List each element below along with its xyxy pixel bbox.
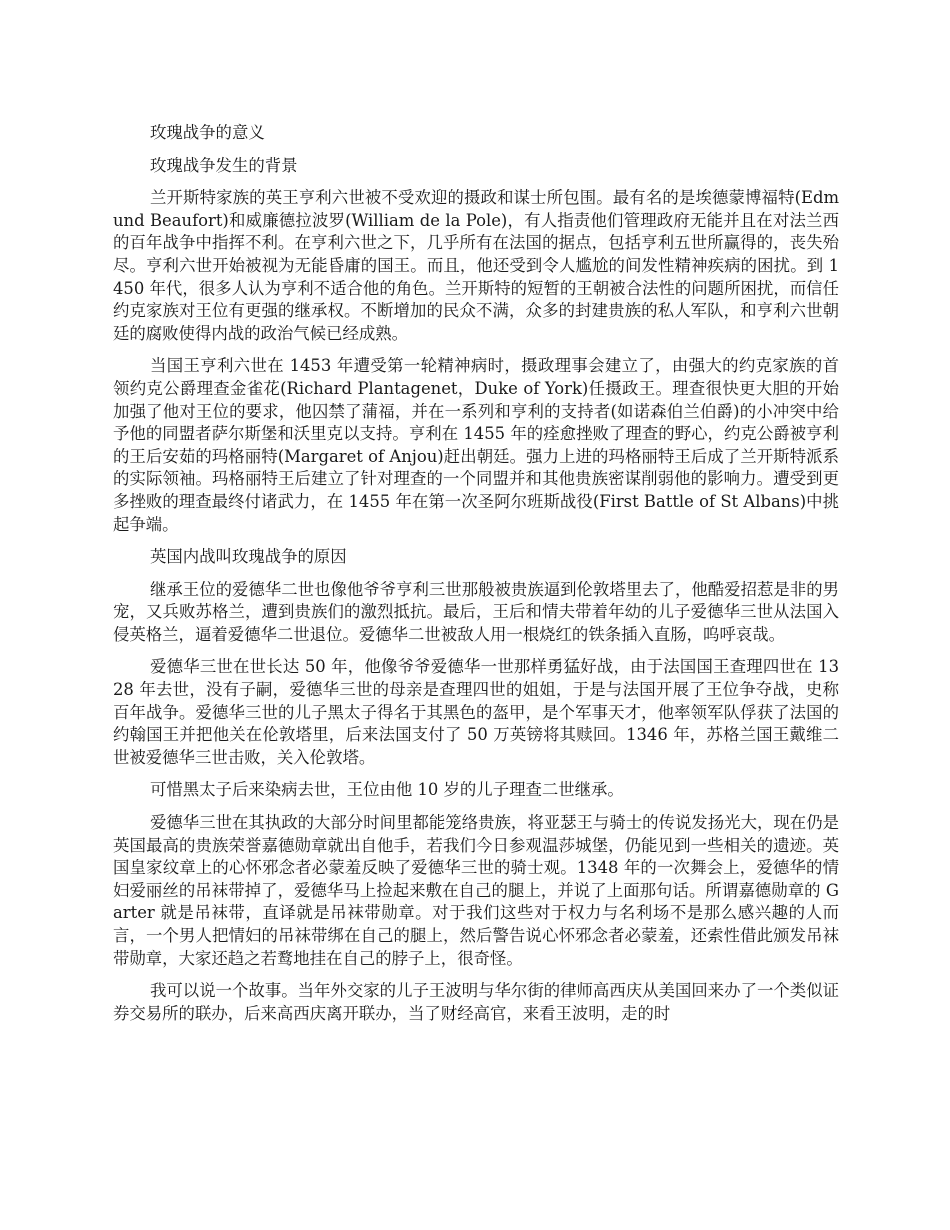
paragraph: 当国王亨利六世在 1453 年遭受第一轮精神病时，摄政理事会建立了，由强大的约克家族的首领约克公爵理查金雀花(Richard Plantagenet，Duke of York)任摄政王。理查很快更大胆的开始加强了他对王位的要求，他囚禁了蒲福，并在一系列和亨利的支持者(如诺森伯兰伯爵)的小冲突中给予他的同盟者萨尔斯堡和沃里克以支持。亨利在 1455 年的痊愈挫败了理查的野心，约克公爵被亨利的王后安茹的玛格丽特(Margaret of Anjou)赶出朝廷。强力上进的玛格丽特王后成了兰开斯特派系的实际领袖。玛格丽特王后建立了针对理查的一个同盟并和其他贵族密谋削弱他的影响力。遭受到更多挫败的理查最终付诸武力，在 1455 年在第一次圣阿尔班斯战役(First Battle of St Albans)中挑起争端。 (113, 356, 839, 534)
document-title: 玫瑰战争的意义 (150, 123, 265, 142)
paragraph: 继承王位的爱德华二世也像他爷爷亨利三世那般被贵族逼到伦敦塔里去了，他酷爱招惹是非的男宠，又兵败苏格兰，遭到贵族们的激烈抵抗。最后，王后和情夫带着年幼的儿子爱德华三世从法国入侵英格兰，逼着爱德华二世退位。爱德华二世被敌人用一根烧红的铁条插入直肠，呜呼哀哉。 (113, 579, 839, 644)
paragraph: 兰开斯特家族的英王亨利六世被不受欢迎的摄政和谋士所包围。最有名的是埃德蒙博福特(Edmund Beaufort)和威廉德拉波罗(William de la Pole)，有人指责他们管理政府无能并且在对法兰西的百年战争中指挥不利。在亨利六世之下，几乎所有在法国的据点，包括亨利五世所赢得的，丧失殆尽。亨利六世开始被视为无能昏庸的国王。而且，他还受到令人尴尬的间发性精神疾病的困扰。到 1450 年代，很多人认为亨利不适合他的角色。兰开斯特的短暂的王朝被合法性的问题所困扰，而信任约克家族对王位有更强的继承权。不断增加的民众不满，众多的封建贵族的私人军队，和亨利六世朝廷的腐败使得内战的政治气候已经成熟。 (113, 188, 839, 343)
paragraph: 可惜黑太子后来染病去世，王位由他 10 岁的儿子理查二世继承。 (150, 780, 624, 800)
section-heading-reason: 英国内战叫玫瑰战争的原因 (150, 547, 347, 567)
paragraph: 爱德华三世在世长达 50 年，他像爷爷爱德华一世那样勇猛好战，由于法国国王查理四世在 1328 年去世，没有子嗣，爱德华三世的母亲是查理四世的姐姐，于是与法国开展了王位争夺战，史称百年战争。爱德华三世的儿子黑太子得名于其黑色的盔甲，是个军事天才，他率领军队俘获了法国的约翰国王并把他关在伦敦塔里，后来法国支付了 50 万英镑将其赎回。1346 年，苏格兰国王戴维二世被爱德华三世击败，关入伦敦塔。 (113, 657, 839, 767)
paragraph: 爱德华三世在其执政的大部分时间里都能笼络贵族，将亚瑟王与骑士的传说发扬光大，现在仍是英国最高的贵族荣誉嘉德勋章就出自他手，若我们今日参观温莎城堡，仍能见到一些相关的遗迹。英国皇家纹章上的心怀邪念者必蒙羞反映了爱德华三世的骑士观。1348 年的一次舞会上，爱德华的情妇爱丽丝的吊袜带掉了，爱德华马上捡起来敷在自己的腿上，并说了上面那句话。所谓嘉德勋章的 Garter 就是吊袜带，直译就是吊袜带勋章。对于我们这些对于权力与名利场不是那么感兴趣的人而言，一个男人把情妇的吊袜带绑在自己的腿上，然后警告说心怀邪念者必蒙羞，还索性借此颁发吊袜带勋章，大家还趋之若鹜地挂在自己的脖子上，很奇怪。 (113, 813, 839, 968)
section-heading-background: 玫瑰战争发生的背景 (150, 155, 298, 175)
document-page (113, 122, 839, 1035)
paragraph: 我可以说一个故事。当年外交家的儿子王波明与华尔街的律师高西庆从美国回来办了一个类似证券交易所的联办，后来高西庆离开联办，当了财经高官，来看王波明，走的时 (113, 981, 839, 1023)
